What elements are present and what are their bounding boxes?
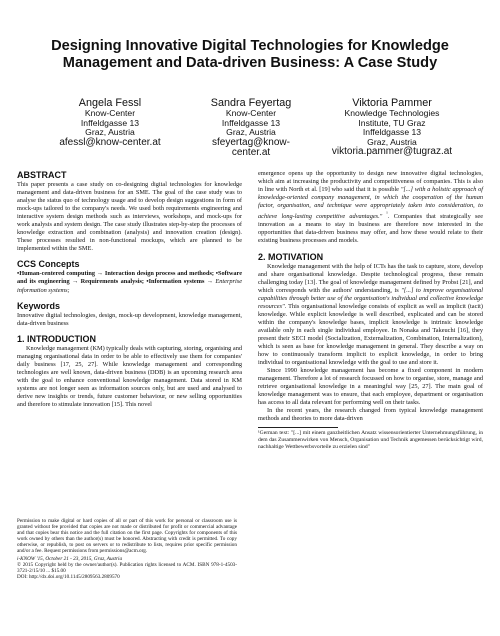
ccs-concepts-italic: Enterprise information systems;: [17, 278, 242, 294]
keywords-text: Innovative digital technologies, design, mock-up development, knowledge management, data-driven business: [17, 311, 242, 327]
intro-paragraph: Knowledge management (KM) typically deals with capturing, storing, organising and managing organisational data in order to be able to effectively use them for companies' daily business [17, 25, 27]. While knowledge management and corresponding technologies are well known, data-driven business (DDB) is an upcoming research area with the goal to enhance conventional knowledge management. Data stored in KM systems are not longer seen as information sources only, but are used and analysed to derive new insights or trends, future customer behaviour, or new selling opportunities and therefore to stimulate innovation [15]. This novel: [17, 344, 242, 408]
left-column: [17, 170, 242, 409]
keywords-heading: Keywords: [17, 300, 61, 311]
motivation-heading: 2. MOTIVATION: [258, 251, 324, 262]
abstract-text: This paper presents a case study on co-designing digital technologies for knowledge management and data-driven business for an SME. The goal of the case study was to analyse the status quo of technology usage and to develop design suggestions in form of mock-ups tailored to the company's needs. We used both requirements engineering and interactive system design methods such as interviews, workshops, and mock-ups for work analysis and system design. The case study illustrates step-by-step the processes of knowledge extraction and combination (analysis) and innovation creation (design). These processes resulted in non-functional mockups, which are planned to be implemented within the SME.: [17, 181, 242, 253]
author-name: Sandra Feyertag: [210, 97, 292, 109]
paragraph-text: . This organisational knowledge consists of explicit as well as implicit (tacit) knowledge. While explicit knowledge is well described, explicated and can be stored within the company's knowledge bases, implicit knowledge is intrinsic knowledge available only in each single individual employee. In Nonaka and Takeuchi [16], they present their SECI model (Socialization, Externalization, Combination, Internalization), which is seen as base for knowledge management in general. They describe a way on how to continuously transform implicit to explicit knowledge, in order to bring individual to organisational knowledge with the goal to use and store it.: [258, 302, 483, 367]
right-column: [258, 170, 483, 451]
author-street: Inffeldgasse 13: [80, 117, 140, 128]
footnote-rule: [258, 427, 338, 428]
probst-quote: "[...] to improve organisational capabilities through better use of the organisation's individual and collective knowledge resources": [258, 286, 483, 310]
motivation-paragraph-1: [258, 263, 483, 368]
author-email-line2: center.at: [231, 147, 271, 159]
author-street: Inffeldgasse 13: [221, 117, 281, 128]
permission-block: [17, 518, 237, 580]
permission-text: Permission to make digital or hard copies of all or part of this work for personal or classroom use is granted without fee provided that copies are not made or distributed for profit or commercial advantage and that copies bear this notice and the full citation on the first page. Copyrights for components of this work owned by others than the author(s) must be honored. Abstracting with credit is permitted. To copy otherwise, or republish, to post on servers or to redistribute to lists, requires prior specific permission and/or a fee. Request permissions from permissions@acm.org.: [17, 518, 237, 555]
motivation-paragraph-2: Since 1990 knowledge management has become a fixed component in modern management. Therefore a lot of research focussed on how to organise, store, manage and retrieve organisational knowledge in a meaningful way [25, 27]. The main goal of knowledge management was to ensure, that each employee, department or organisation has access to all data relevant for performing well on their tasks.: [258, 367, 483, 407]
paper-title-line2: Management and Data-driven Business: A Case Study: [62, 55, 438, 71]
motivation-paragraph-3: In the recent years, the research changed from typical knowledge management methods and theories to more data-driven: [258, 407, 483, 423]
author-name: Angela Fessl: [78, 97, 142, 109]
author-org-line2: Institute, TU Graz: [358, 117, 426, 128]
venue-line: i-KNOW '15, October 21 - 23, 2015, Graz, Austria: [17, 555, 123, 562]
footnote-mark: ¹: [382, 211, 388, 218]
author-org: Knowledge Technologies: [344, 108, 440, 118]
north-quote: "[...] with a holistic approach of knowledge-oriented company management, in which the cooperation of the human factor, organisation, and technique were appropriately taken into consideration, to achieve long-lasting competitive advantages.": [258, 186, 483, 221]
ccs-heading: CCS Concepts: [17, 259, 80, 270]
ccs-concepts: •Human-centered computing → Interaction design process and methods; •Software and its engineering → Requirements analysis; •Information systems →: [17, 270, 242, 286]
paragraph-text: emergence opens up the opportunity to design new innovative digital technologies, which aim at increasing the productivity and competitiveness of companies. This is also in line with North et al. [19] who said that it is possible: [258, 170, 483, 194]
paragraph-text: Knowledge management with the help of ICTs has the task to capture, store, develop and share organisational knowledge. Despite technological progress, these remain challenging today [13]. The goal of knowledge management defined by Probst [21], and which corresponds with the authors' understanding, is: [258, 262, 483, 294]
author-block-3: [312, 97, 472, 158]
author-name: Viktoria Pammer: [352, 97, 432, 109]
copyright-line: © 2015 Copyright held by the owner/author(s). Publication rights licensed to ACM. ISBN 978-1-4503-3721-2/15/10 ... $15.00: [17, 561, 237, 574]
author-org: Know-Center: [84, 108, 136, 118]
intro-heading: 1. INTRODUCTION: [17, 333, 97, 344]
paragraph-text: . Companies that strategically see innovation as a means to stay in business are therefore now interested in the opportunities that data-driven business may offer, and how these would relate to their existing business processes and models.: [258, 213, 483, 245]
ccs-text: [17, 270, 242, 294]
author-street: Inffeldgasse 13: [362, 127, 422, 138]
author-block-1: [50, 97, 170, 148]
author-city: Graz, Austria: [85, 127, 135, 138]
abstract-heading: ABSTRACT: [17, 170, 67, 180]
paper-title-line1: Designing Innovative Digital Technologies for Knowledge: [51, 38, 449, 54]
paper-title: [20, 38, 480, 72]
author-email-line1: sfeyertag@know-: [212, 136, 290, 148]
doi-line[interactable]: DOI: http://dx.doi.org/10.1145/2809563.2809570: [17, 573, 120, 580]
author-block-2: [196, 97, 306, 159]
author-city: Graz, Austria: [226, 127, 276, 138]
author-city: Graz, Austria: [367, 136, 417, 147]
right-paragraph-1: [258, 170, 483, 246]
author-email[interactable]: viktoria.pammer@tugraz.at: [331, 146, 453, 158]
author-org: Know-Center: [225, 108, 277, 118]
author-email[interactable]: [196, 138, 306, 159]
author-email[interactable]: afessl@know-center.at: [59, 136, 161, 148]
footnote: ¹German text: "[...] mit einem ganzheitlichen Ansatz wissensorientierter Unternehmungsführung, in dem das Zusammenwirken von Mensch, Organisation und Technik angemessen berücksichtigt wird, nachhaltige Wettbewerbsvorteile zu erzielen sind": [258, 430, 483, 450]
